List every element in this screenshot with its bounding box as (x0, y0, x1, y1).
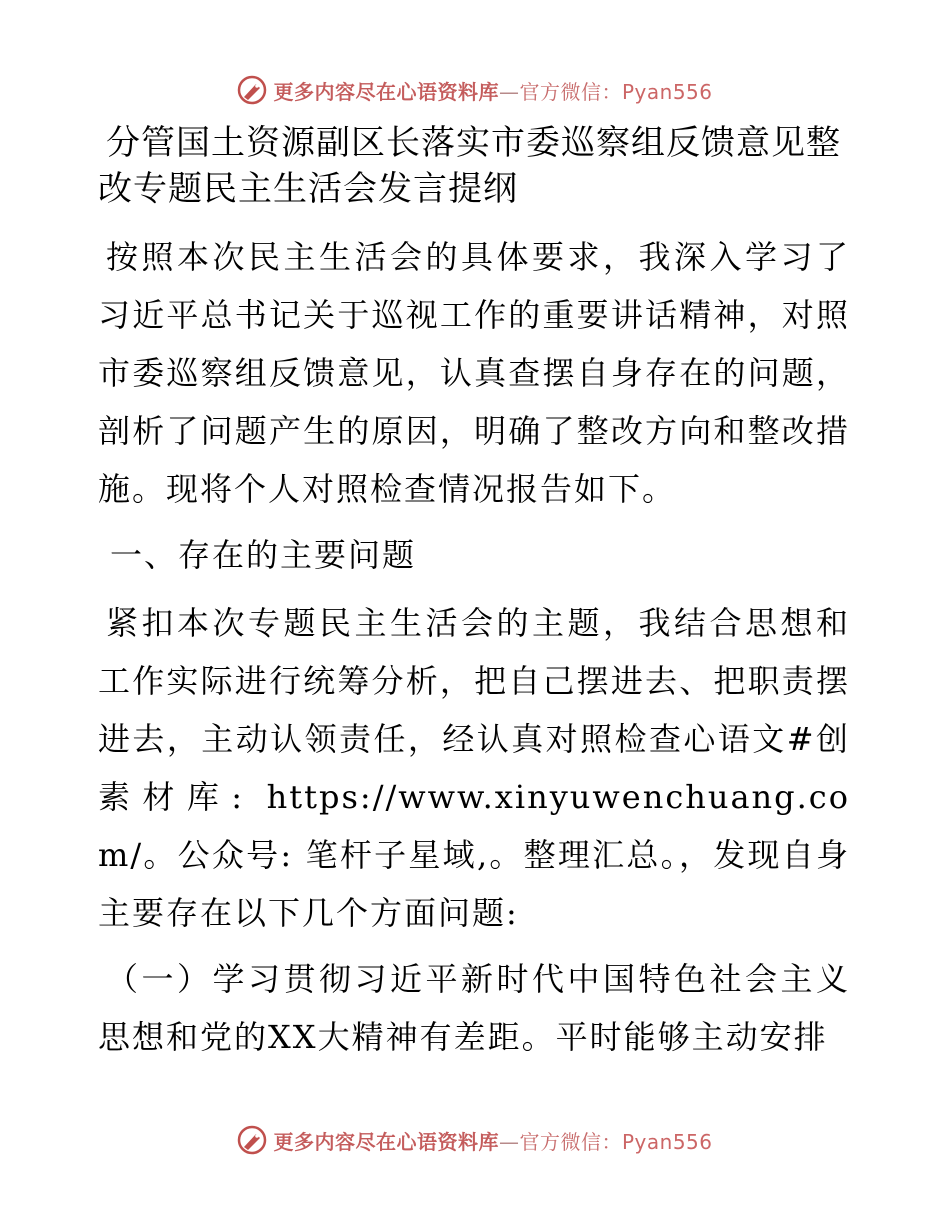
section-body-paragraph: 紧扣本次专题民主生活会的主题，我结合思想和工作实际进行统筹分析，把自己摆进去、把职责摆进去，主动认领责任，经认真对照检查心语文#创素材库: https://www.xinyuwenchuang.com/。公众号: 笔杆子星域,。整理汇总。，发现自身主要存在以下几个方面问题: (98, 604, 850, 932)
pen-nib-seal-icon (237, 1125, 267, 1155)
watermark-separator: — (498, 79, 520, 104)
watermark-brand: 更多内容尽在心语资料库 (273, 1129, 499, 1154)
footer-watermark (0, 1123, 950, 1157)
document-title: 分管国土资源副区长落实市委巡察组反馈意见整改专题民主生活会发言提纲 (98, 123, 841, 209)
pen-nib-seal-icon (237, 75, 267, 105)
watermark-wechat-label: 官方微信： (519, 1129, 622, 1154)
watermark-brand: 更多内容尽在心语资料库 (273, 79, 499, 104)
watermark-handle: Pyan556 (621, 1129, 713, 1154)
subsection-paragraph: （一）学习贯彻习近平新时代中国特色社会主义思想和党的XX大精神有差距。平时能够主动安排 (98, 960, 850, 1056)
document-body (98, 120, 850, 1074)
watermark-wechat-label: 官方微信： (519, 79, 622, 104)
watermark-handle: Pyan556 (621, 79, 713, 104)
header-watermark (0, 73, 950, 107)
section-heading-problems: 一、存在的主要问题 (110, 536, 417, 574)
watermark-text (273, 1126, 712, 1155)
watermark-separator: — (498, 1129, 520, 1154)
intro-paragraph: 按照本次民主生活会的具体要求，我深入学习了习近平总书记关于巡视工作的重要讲话精神，对照市委巡察组反馈意见，认真查摆自身存在的问题，剖析了问题产生的原因，明确了整改方向和整改措施。现将个人对照检查情况报告如下。 (98, 238, 850, 508)
watermark-text (273, 76, 712, 105)
